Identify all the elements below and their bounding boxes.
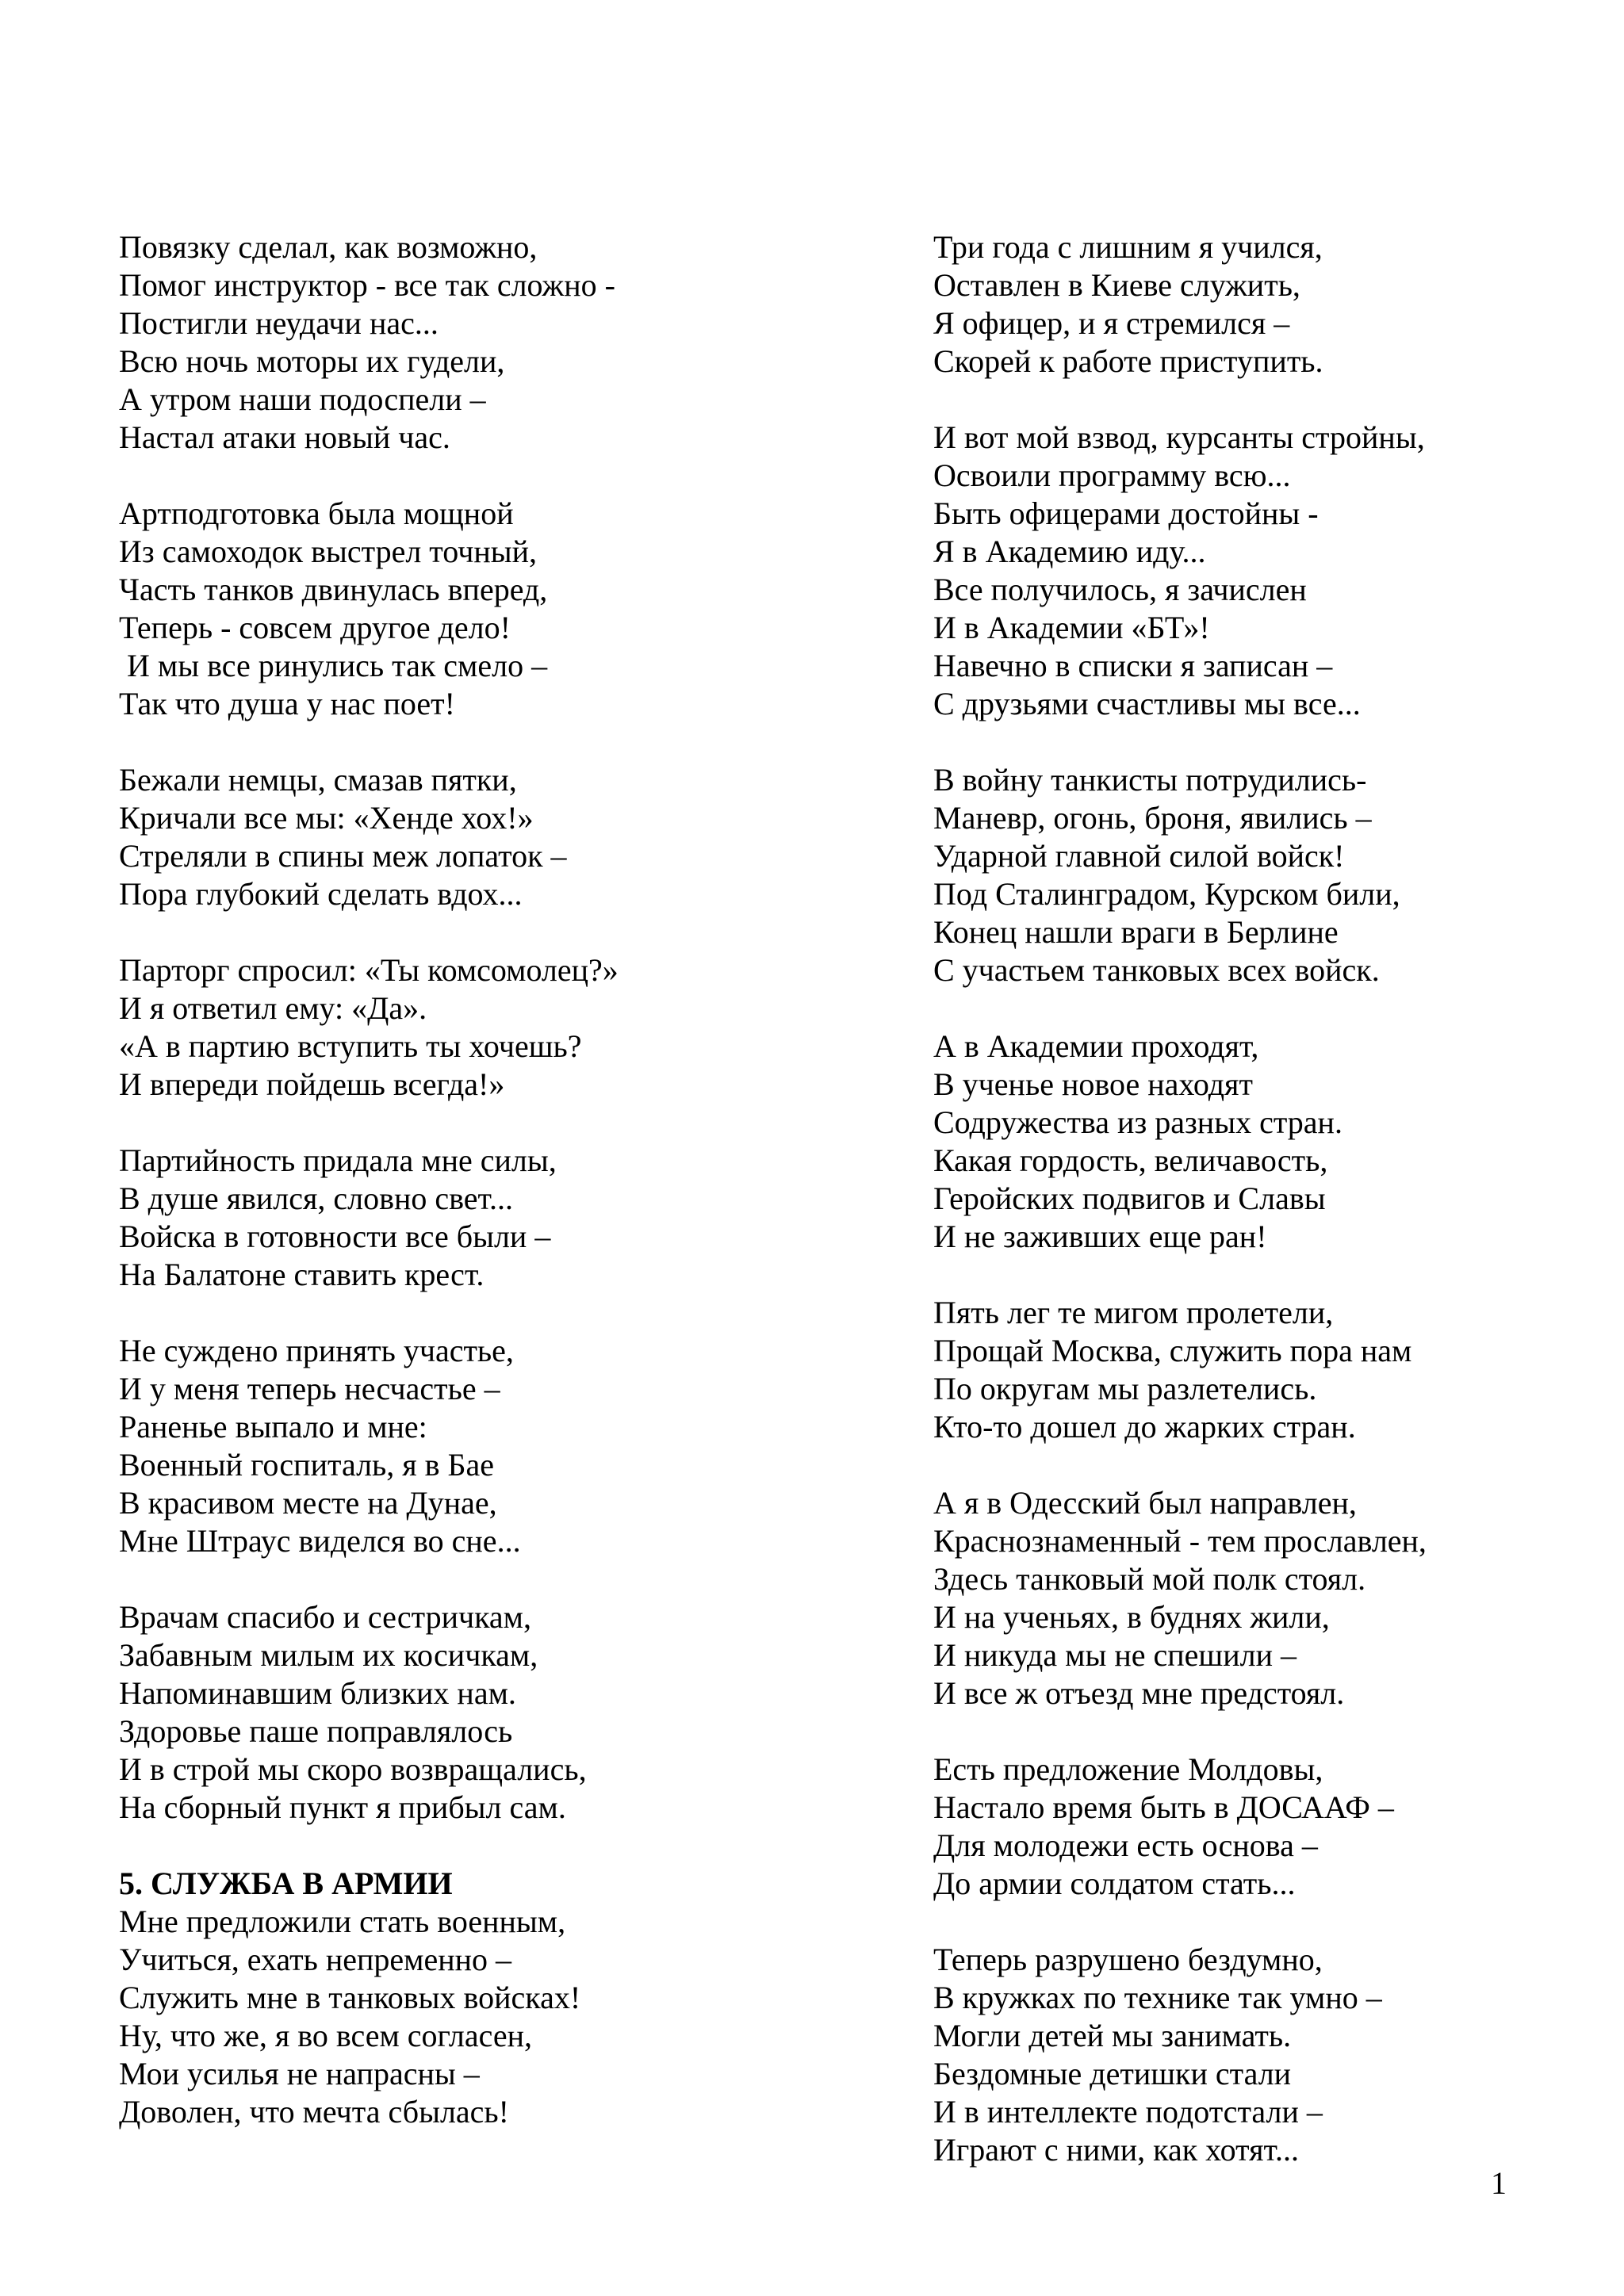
poem-line: И вот мой взвод, курсанты стройны, xyxy=(933,419,1425,455)
poem-line: Мои усилья не напрасны – xyxy=(119,2056,480,2091)
poem-line: А в Академии проходят, xyxy=(933,1028,1259,1064)
poem-line: С друзьями счастливы мы все... xyxy=(933,686,1361,721)
poem-line: И у меня теперь несчастье – xyxy=(119,1371,500,1406)
poem-line: Здесь танковый мой полк стоял. xyxy=(933,1561,1366,1597)
poem-line: Маневр, огонь, броня, явились – xyxy=(933,800,1372,836)
poem-line: На Балатоне ставить крест. xyxy=(119,1257,485,1292)
stanza xyxy=(119,1903,848,2131)
poem-line: По округам мы разлетелись. xyxy=(933,1371,1317,1406)
poem-line: И мы все ринулись так смело – xyxy=(119,648,548,683)
poem-line: Раненье выпало и мне: xyxy=(119,1409,427,1445)
poem-line: Помог инструктор - все так сложно - xyxy=(119,267,615,303)
stanza xyxy=(119,1598,848,1827)
poem-line: И не заживших еще ран! xyxy=(933,1219,1267,1254)
page-number: 1 xyxy=(1491,2165,1507,2201)
poem-line: Часть танков двинулась вперед, xyxy=(119,572,548,607)
poem-line: Скорей к работе приступить. xyxy=(933,343,1323,379)
poem-line: Так что душа у нас поет! xyxy=(119,686,455,721)
poem-line: В кружках по технике так умно – xyxy=(933,1980,1382,2015)
poem-line: Я в Академию иду... xyxy=(933,534,1206,569)
poem-line: Из самоходок выстрел точный, xyxy=(119,534,538,569)
poem-line: Служить мне в танковых войсках! xyxy=(119,1980,581,2015)
poem-line: Мне предложили стать военным, xyxy=(119,1904,566,1939)
poem-line: Бежали немцы, смазав пятки, xyxy=(119,762,517,798)
stanza xyxy=(933,228,1624,381)
poem-line: Конец нашли враги в Берлине xyxy=(933,914,1339,950)
poem-line: Три года с лишним я учился, xyxy=(933,229,1323,265)
poem-line: Для молодежи есть основа – xyxy=(933,1827,1318,1863)
poem-line: Пора глубокий сделать вдох... xyxy=(119,876,523,912)
poem-line: И в интеллекте подотстали – xyxy=(933,2094,1323,2130)
poem-line: Стреляли в спины меж лопаток – xyxy=(119,838,567,874)
stanza xyxy=(933,1941,1624,2169)
poem-line: Бездомные детишки стали xyxy=(933,2056,1292,2091)
stanza xyxy=(933,1751,1624,1903)
poem-line: Содружества из разных стран. xyxy=(933,1104,1342,1140)
poem-line: Геройских подвигов и Славы xyxy=(933,1181,1326,1216)
poem-line: Под Сталинградом, Курском били, xyxy=(933,876,1400,912)
poem-line: До армии солдатом стать... xyxy=(933,1866,1296,1901)
poem-line: Мне Штраус виделся во сне... xyxy=(119,1523,521,1559)
poem-line: Настало время быть в ДОСААФ – xyxy=(933,1789,1394,1825)
poem-line: Забавным милым их косичкам, xyxy=(119,1637,538,1673)
stanza xyxy=(119,1142,848,1294)
poem-line: И на ученьях, в буднях жили, xyxy=(933,1599,1330,1635)
poem-line: И впереди пойдешь всегда!» xyxy=(119,1066,505,1102)
poem-line: Повязку сделал, как возможно, xyxy=(119,229,538,265)
stanza xyxy=(933,1484,1624,1712)
poem-line: Навечно в списки я записан – xyxy=(933,648,1333,683)
poem-line: Врачам спасибо и сестричкам, xyxy=(119,1599,531,1635)
poem-line: Напоминавшим близких нам. xyxy=(119,1675,516,1711)
poem-line: А утром наши подоспели – xyxy=(119,381,486,417)
stanza xyxy=(119,228,848,457)
poem-line: Постигли неудачи нас... xyxy=(119,305,439,341)
poem-line: И никуда мы не спешили – xyxy=(933,1637,1297,1673)
poem-line: Партийность придала мне силы, xyxy=(119,1142,557,1178)
poem-line: Есть предложение Молдовы, xyxy=(933,1751,1323,1787)
poem-line: В красивом месте на Дунае, xyxy=(119,1485,497,1521)
stanza xyxy=(933,761,1624,989)
poem-line: «А в партию вступить ты хочешь? xyxy=(119,1028,582,1064)
poem-line: Какая гордость, величавость, xyxy=(933,1142,1328,1178)
poem-line: И я ответил ему: «Да». xyxy=(119,990,427,1026)
poem-line: Краснознаменный - тем прославлен, xyxy=(933,1523,1427,1559)
stanza xyxy=(119,495,848,723)
poem-line: В войну танкисты потрудились- xyxy=(933,762,1367,798)
poem-line: В ученье новое находят xyxy=(933,1066,1253,1102)
poem-line: На сборный пункт я прибыл сам. xyxy=(119,1789,566,1825)
stanza xyxy=(119,1332,848,1560)
poem-line: Здоровье паше поправлялось xyxy=(119,1713,513,1749)
stanza xyxy=(119,951,848,1104)
stanza xyxy=(933,419,1624,723)
poem-line: Кричали все мы: «Хенде хох!» xyxy=(119,800,534,836)
poem-line: Играют с ними, как хотят... xyxy=(933,2132,1299,2168)
stanza xyxy=(933,1294,1624,1446)
poem-line: А я в Одесский был направлен, xyxy=(933,1485,1357,1521)
poem-line: Теперь - совсем другое дело! xyxy=(119,610,511,645)
poem-line: Парторг спросил: «Ты комсомолец?» xyxy=(119,952,619,988)
poem-line: Теперь разрушено бездумно, xyxy=(933,1942,1323,1977)
poem-line: Не суждено принять участье, xyxy=(119,1333,514,1368)
left-column xyxy=(119,228,848,2131)
section-heading: 5. СЛУЖБА В АРМИИ xyxy=(119,1866,453,1901)
poem-line: Пять лег те мигом пролетели, xyxy=(933,1295,1334,1330)
poem-line: Прощай Москва, служить пора нам xyxy=(933,1333,1412,1368)
poem-line: Могли детей мы занимать. xyxy=(933,2018,1292,2053)
poem-line: С участьем танковых всех войск. xyxy=(933,952,1380,988)
poem-line: И в Академии «БТ»! xyxy=(933,610,1210,645)
poem-line: Военный госпиталь, я в Бае xyxy=(119,1447,495,1483)
poem-line: Настал атаки новый час. xyxy=(119,419,450,455)
poem-line: Артподготовка была мощной xyxy=(119,496,514,531)
poem-line: И все ж отъезд мне предстоял. xyxy=(933,1675,1345,1711)
poem-line: Кто-то дошел до жарких стран. xyxy=(933,1409,1356,1445)
stanza xyxy=(933,1027,1624,1256)
poem-line: Доволен, что мечта сбылась! xyxy=(119,2094,509,2130)
poem-line: Оставлен в Киеве служить, xyxy=(933,267,1300,303)
poem-line: Ну, что же, я во всем согласен, xyxy=(119,2018,533,2053)
poem-line: Все получилось, я зачислен xyxy=(933,572,1307,607)
poem-line: Ударной главной силой войск! xyxy=(933,838,1345,874)
poem-line: Учиться, ехать непременно – xyxy=(119,1942,512,1977)
poem-line: Всю ночь моторы их гудели, xyxy=(119,343,505,379)
stanza xyxy=(119,761,848,913)
right-column xyxy=(933,228,1624,2169)
poem-line: И в строй мы скоро возвращались, xyxy=(119,1751,587,1787)
poem-line: Быть офицерами достойны - xyxy=(933,496,1319,531)
poem-line: Войска в готовности все были – xyxy=(119,1219,551,1254)
poem-line: Освоили программу всю... xyxy=(933,457,1291,493)
poem-line: В душе явился, словно свет... xyxy=(119,1181,514,1216)
poem-line: Я офицер, и я стремился – xyxy=(933,305,1290,341)
